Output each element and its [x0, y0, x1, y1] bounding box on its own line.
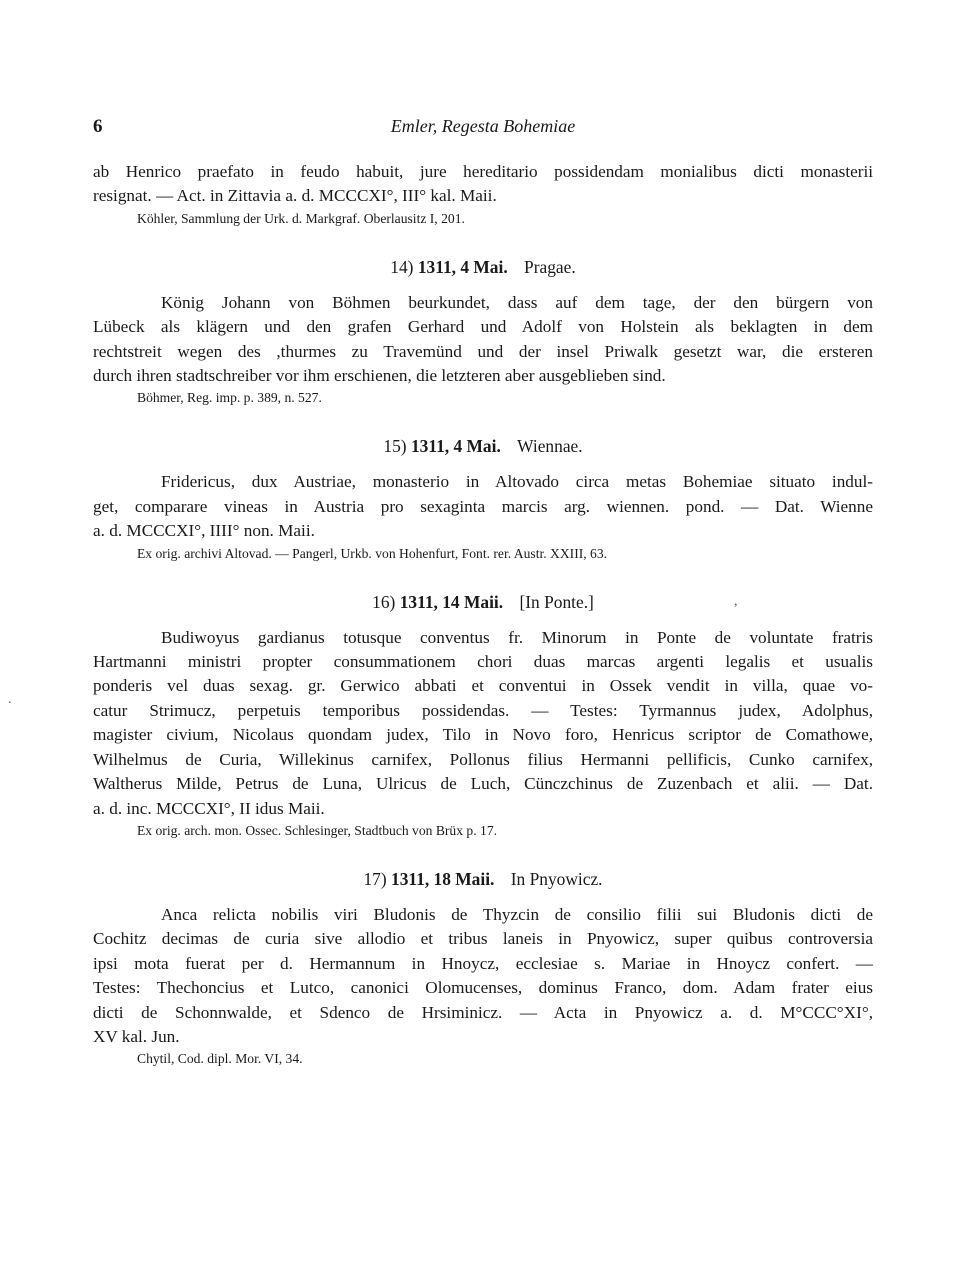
- source-citation: Ex orig. arch. mon. Ossec. Schlesinger, Stadtbuch von Brüx p. 17.: [137, 822, 498, 838]
- text-line: rechtstreit wegen des ,thurmes zu Travemünd und der insel Priwalk gesetzt war, die ersteren: [93, 341, 873, 361]
- entry-heading: [93, 434, 873, 458]
- entry-16: [93, 590, 873, 841]
- entry-heading: [93, 590, 873, 614]
- text-line: Wilhelmus de Curia, Willekinus carnifex, Pollonus filius Hermanni pellificis, Cunko carnifex,: [93, 749, 873, 769]
- entry-place: In Pnyowicz.: [510, 868, 603, 889]
- text-line: ab Henrico praefato in feudo habuit, jure hereditario possidendam monialibus dicti monasterii: [93, 162, 873, 181]
- entry-place: Wiennae.: [517, 436, 583, 457]
- entry-date: 1311, 18 Maii.: [391, 868, 495, 889]
- source-citation: Chytil, Cod. dipl. Mor. VI, 34.: [137, 1051, 303, 1067]
- text-line: ponderis vel duas sexag. gr. Gerwico abbati et conventui in Ossek vendit in villa, quae vo-: [93, 676, 873, 696]
- entry-15: [93, 434, 873, 563]
- text-line: Anca relicta nobilis viri Bludonis de Thyzcin de consilio filii sui Bludonis dicti de: [161, 904, 873, 924]
- page-content: [93, 160, 873, 1095]
- text-line: König Johann von Böhmen beurkundet, dass auf dem tage, der den bürgern von: [161, 292, 873, 312]
- text-line: Cochitz decimas de curia sive allodio et tribus laneis in Pnyowicz, super quibus controversia: [93, 929, 873, 949]
- running-title: Emler, Regesta Bohemiae: [390, 116, 576, 136]
- text-line: dicti de Schonnwalde, et Sdenco de Hrsiminicz. — Acta in Pnyowicz a. d. M°CCC°XI°,: [93, 1002, 873, 1022]
- entry-14: [93, 255, 873, 409]
- text-line: durch ihren stadtschreiber vor ihm erschienen, die letzteren aber ausgeblieben sind.: [93, 366, 666, 386]
- page-number: 6: [93, 116, 103, 137]
- continuation-block: [93, 160, 873, 229]
- entry-date: 1311, 14 Maii.: [399, 591, 504, 612]
- entry-date: 1311, 4 Mai.: [417, 256, 508, 277]
- source-citation: Köhler, Sammlung der Urk. d. Markgraf. Oberlausitz I, 201.: [137, 210, 465, 226]
- entry-heading: [93, 255, 873, 279]
- text-line: a. d. MCCCXI°, IIII° non. Maii.: [93, 521, 315, 541]
- text-line: catur Strimucz, perpetuis temporibus possidendas. — Testes: Tyrmannus judex, Adolphus,: [93, 700, 873, 720]
- entry-number: 16): [372, 591, 396, 612]
- text-line: resignat. — Act. in Zittavia a. d. MCCCXI°, III° kal. Maii.: [93, 186, 497, 206]
- text-line: Hartmanni ministri propter consummationem chori duas marcas argenti legalis et usualis: [93, 652, 873, 672]
- entry-heading: [93, 867, 873, 891]
- entry-number: 14): [390, 256, 414, 277]
- text-line: XV kal. Jun.: [93, 1026, 180, 1046]
- text-line: a. d. inc. MCCCXI°, II idus Maii.: [93, 798, 325, 818]
- text-line: magister civium, Nicolaus quondam judex, Tilo in Novo foro, Henricus scriptor de Comathowe,: [93, 725, 873, 745]
- entry-17: [93, 867, 873, 1069]
- text-line: Testes: Thechoncius et Lutco, canonici Olomucenses, dominus Franco, dom. Adam frater eius: [93, 978, 873, 998]
- text-line: Fridericus, dux Austriae, monasterio in Altovado circa metas Bohemiae situato indul-: [161, 472, 873, 492]
- text-line: get, comparare vineas in Austria pro sexaginta marcis arg. wiennen. pond. — Dat. Wienne: [93, 496, 873, 516]
- page-header: [93, 116, 873, 142]
- text-line: Budiwoyus gardianus totusque conventus fr. Minorum in Ponte de voluntate fratris: [161, 627, 873, 647]
- source-citation: Böhmer, Reg. imp. p. 389, n. 527.: [137, 390, 322, 406]
- text-line: Waltherus Milde, Petrus de Luna, Ulricus de Luch, Cünczchinus de Zuzenbach et alii. — Dat.: [93, 774, 873, 794]
- stray-mark: .: [8, 692, 12, 707]
- entry-number: 15): [383, 436, 407, 457]
- text-line: Lübeck als klägern und den grafen Gerhard und Adolf von Holstein als beklagten in dem: [93, 317, 873, 337]
- entry-number: 17): [363, 868, 387, 889]
- text-line: ipsi mota fuerat per d. Hermannum in Hnoycz, ecclesiae s. Mariae in Hnoycz confert. —: [93, 953, 873, 973]
- entry-place: [In Ponte.]: [519, 591, 594, 612]
- stray-mark: ,: [734, 594, 738, 609]
- source-citation: Ex orig. archivi Altovad. — Pangerl, Urkb. von Hohenfurt, Font. rer. Austr. XXIII, 63.: [137, 545, 608, 561]
- entry-date: 1311, 4 Mai.: [410, 436, 501, 457]
- entry-place: Pragae.: [524, 256, 576, 277]
